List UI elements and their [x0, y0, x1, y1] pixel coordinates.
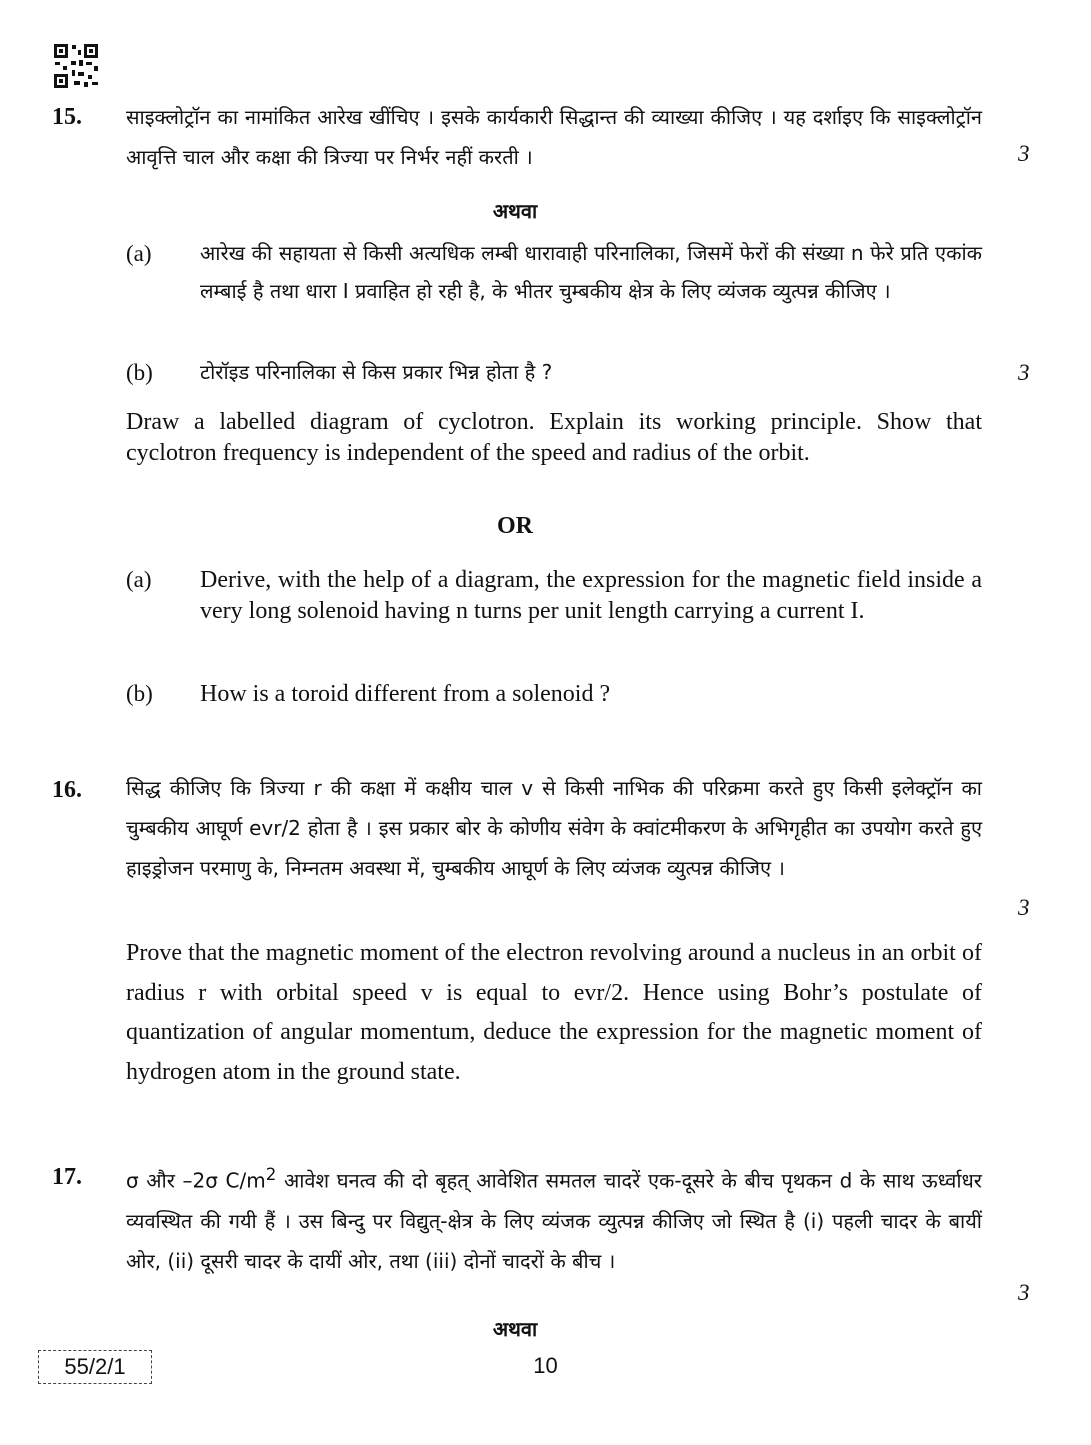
question-15-hindi-text: साइक्लोट्रॉन का नामांकित आरेख खींचिए । इसके कार्यकारी सिद्धान्त की व्याख्या कीजिए । यह दर्शाइए कि साइक्लोट्रॉन आवृत्ति चाल और कक्षा की त्रिज्या पर निर्भर नहीं करती ।: [126, 105, 982, 169]
qr-code-icon: [52, 42, 100, 90]
question-15-a-label-hindi: (a): [126, 241, 152, 266]
question-17-or-hindi: अथवा: [492, 1317, 538, 1341]
question-15-number: 15.: [52, 104, 82, 130]
question-15-a-hindi-text: आरेख की सहायता से किसी अत्यधिक लम्बी धारावाही परिनालिका, जिसमें फेरों की संख्या n फेरे प्रति एकांक लम्बाई है तथा धारा I प्रवाहित हो रही है, के भीतर चुम्बकीय क्षेत्र के लिए व्यंजक व्युत्पन्न कीजिए ।: [200, 241, 982, 303]
question-15-b-marks: 3: [1018, 360, 1030, 385]
question-16-number: 16.: [52, 777, 82, 803]
question-15-b-english-text: How is a toroid different from a solenoid ?: [200, 681, 611, 707]
question-16-english-text: Prove that the magnetic moment of the electron revolving around a nucleus in an orbit of radius r with orbital speed v is equal to evr/2. Hence using Bohr’s postulate of quantization of angular momentum, deduce the expression for the magnetic moment of hydrogen atom in the ground state.: [126, 940, 982, 1085]
question-16-hindi-text: सिद्ध कीजिए कि त्रिज्या r की कक्षा में कक्षीय चाल v से किसी नाभिक की परिक्रमा करते हुए किसी इलेक्ट्रॉन का चुम्बकीय आघूर्ण evr/2 होता है । इस प्रकार बोर के कोणीय संवेग के क्वांटमीकरण के अभिगृहीत का उपयोग करते हुए हाइड्रोजन परमाणु के, निम्नतम अवस्था में, चुम्बकीय आघूर्ण के लिए व्यंजक व्युत्पन्न कीजिए ।: [126, 776, 982, 880]
question-15-english-text: Draw a labelled diagram of cyclotron. Explain its working principle. Show that cyclotron frequency is independent of the speed and radius of the orbit.: [126, 409, 982, 466]
question-17-marks: 3: [1018, 1280, 1030, 1305]
question-15-a-english-text: Derive, with the help of a diagram, the expression for the magnetic field inside a very long solenoid having n turns per unit length carrying a current I.: [200, 567, 982, 624]
question-16-marks: 3: [1018, 895, 1030, 920]
question-17-number: 17.: [52, 1164, 82, 1190]
question-15-or-hindi: अथवा: [492, 199, 538, 223]
question-15-b-label-english: (b): [126, 681, 153, 706]
question-17-hindi-text: σ और –2σ $C/m^2$ आवेश घनत्व की दो बृहत् आवेशित समतल चादरें एक-दूसरे के बीच पृथकन d के साथ ऊर्ध्वाधर व्यवस्थित की गयी हैं । उस बिन्दु पर विद्युत्-क्षेत्र के लिए व्यंजक व्युत्पन्न कीजिए जो स्थित है (i) पहली चादर के बायीं ओर, (ii) दूसरी चादर के दायीं ओर, तथा (iii) दोनों चादरों के बीच ।: [126, 1165, 982, 1273]
question-15-a-label-english: (a): [126, 567, 152, 592]
question-15-or-english: OR: [497, 513, 533, 539]
question-15-marks: 3: [1018, 141, 1030, 166]
question-15-b-label-hindi: (b): [126, 360, 153, 385]
page-number: 10: [533, 1353, 558, 1378]
question-15-b-hindi-text: टोरॉइड परिनालिका से किस प्रकार भिन्न होता है ?: [200, 360, 553, 384]
paper-code-box: 55/2/1: [38, 1350, 152, 1384]
superscript-exponent: 2: [265, 1165, 277, 1184]
